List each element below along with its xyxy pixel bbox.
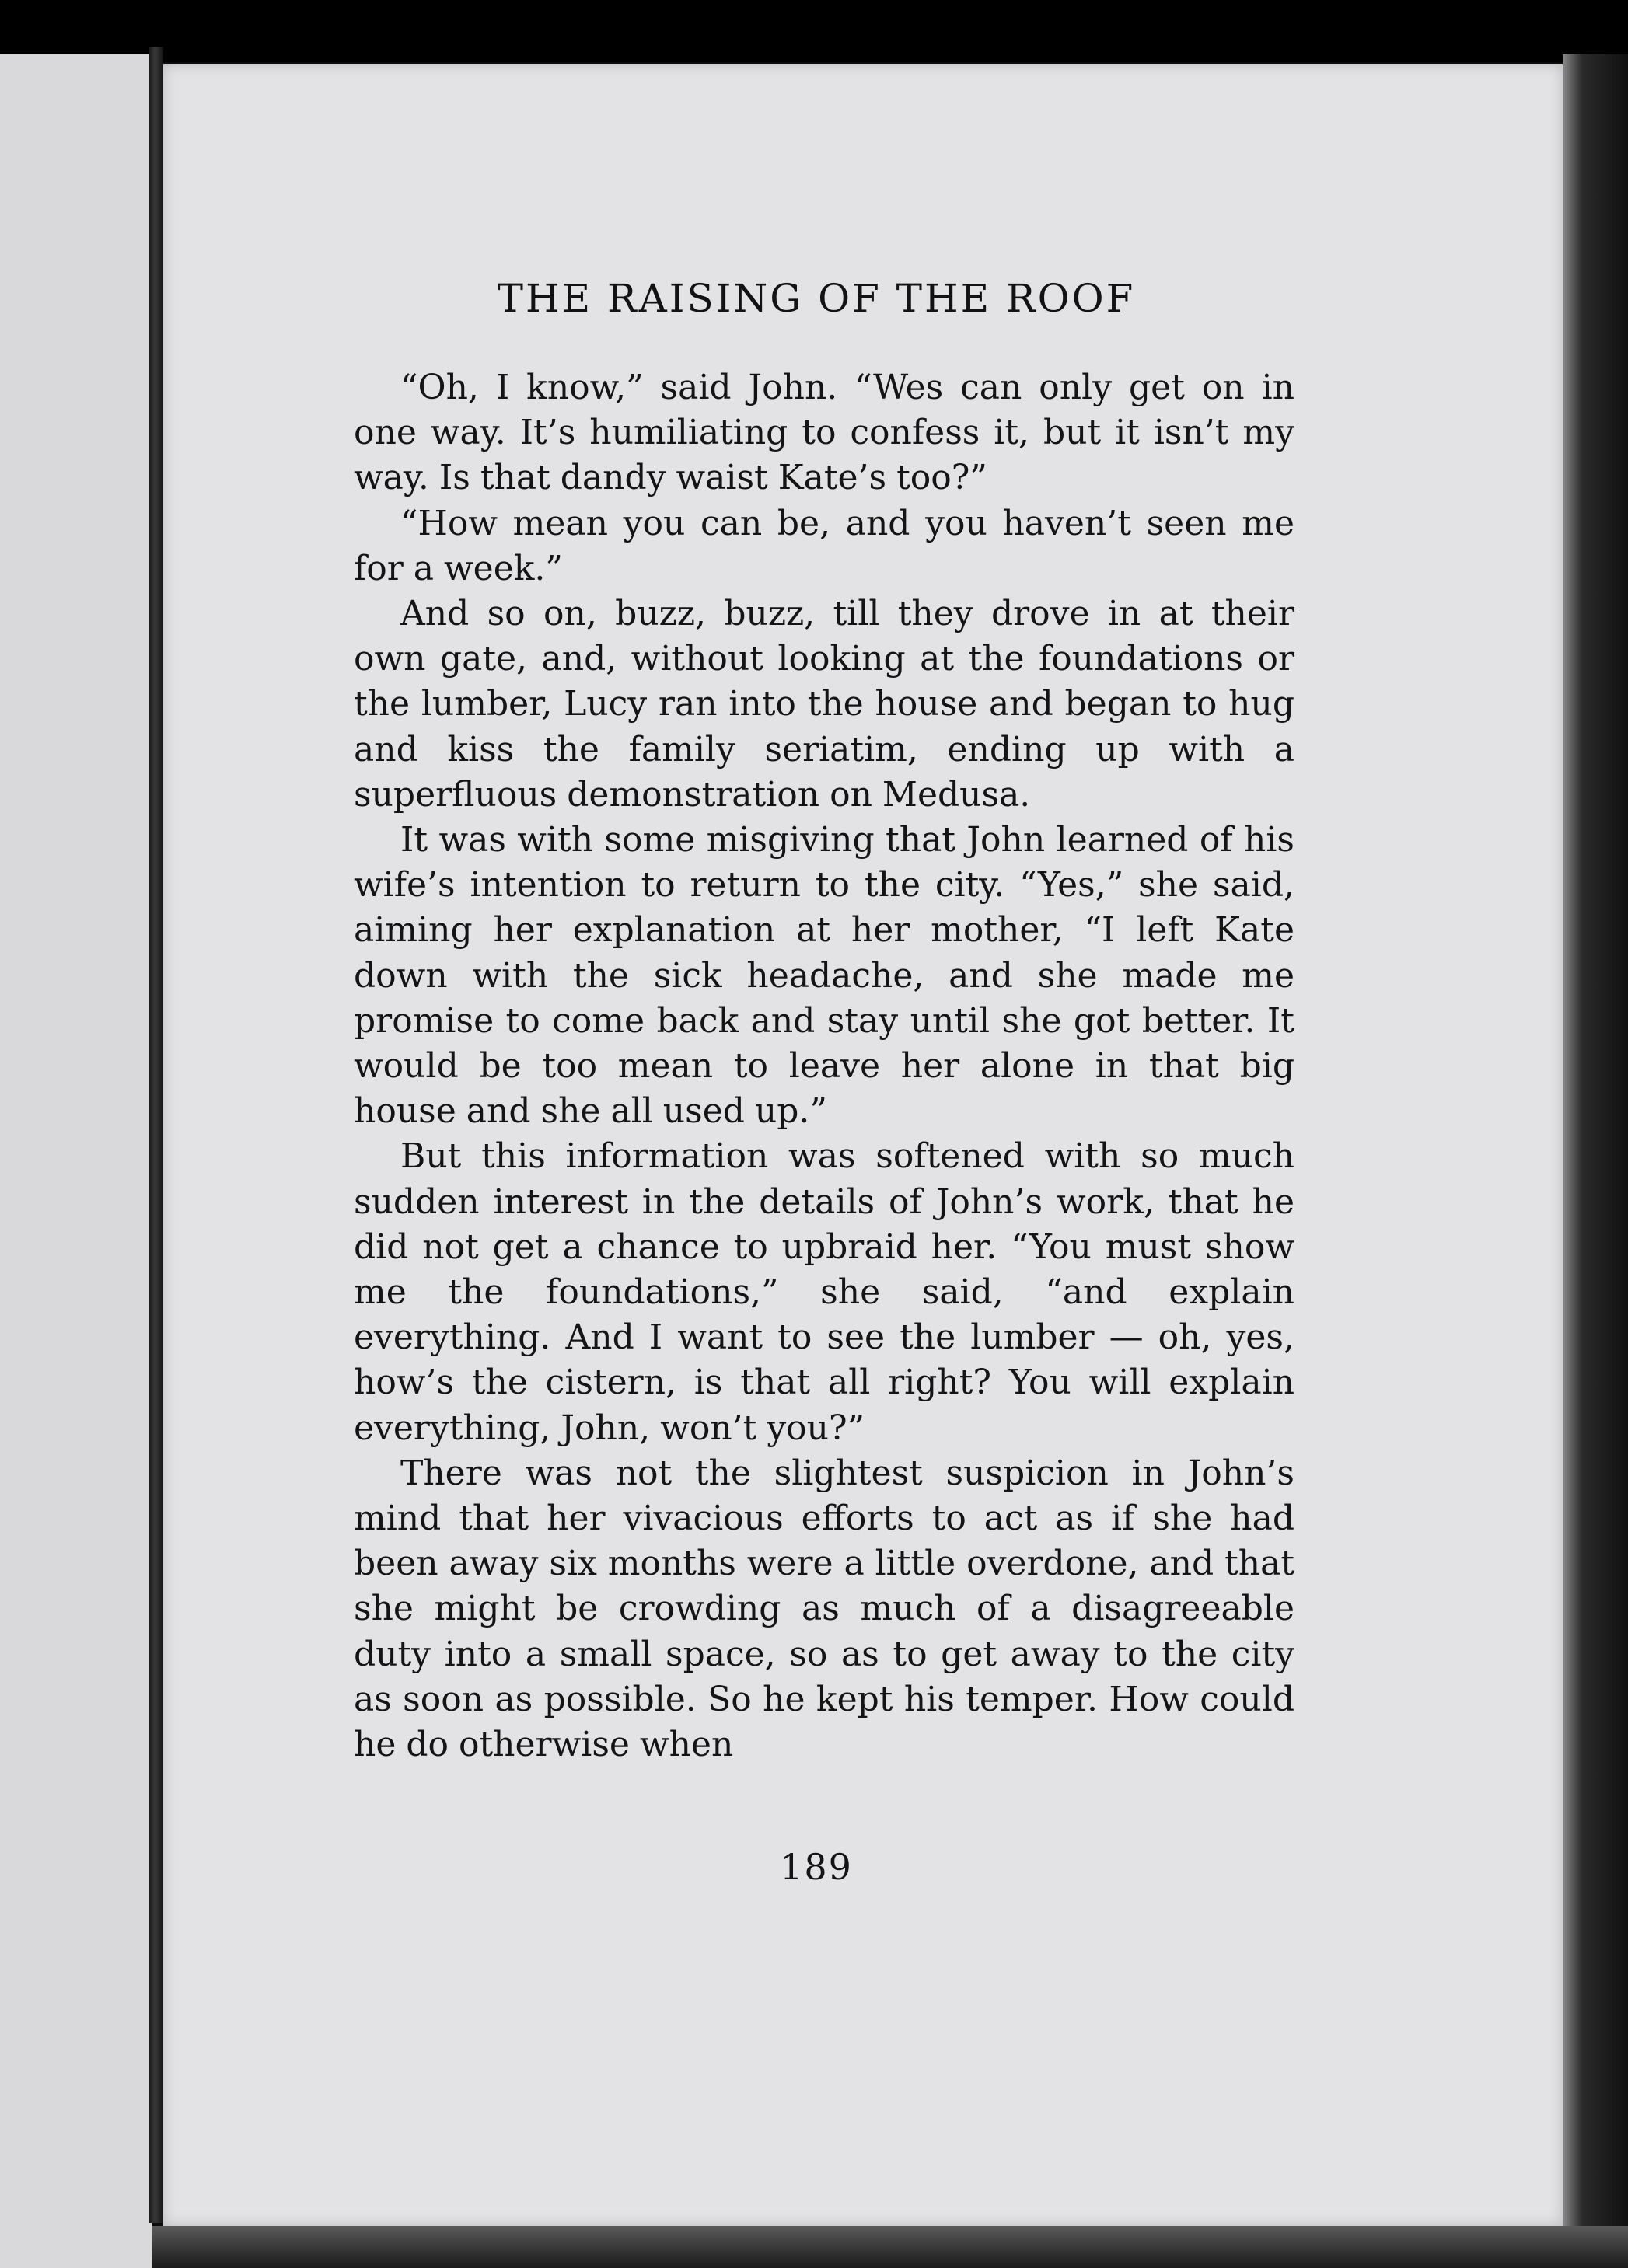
- paragraph: There was not the slightest suspicion in John’s mind that her vivacious efforts to act as if she had been away six months were a little overdone, and that she might be crowding as much of a disagreeable duty into a small space, so as to get away to the city as soon as possible. So he kept his temper. How could he do otherwise when: [354, 1453, 1294, 1765]
- running-head: THE RAISING OF THE ROOF: [497, 276, 1136, 321]
- book-gutter: [149, 47, 163, 2223]
- paragraph: And so on, buzz, buzz, till they drove in at their own gate, and, without looking at the foundations or the lumber, Lucy ran into the house and began to hug and kiss the family seriatim, ending up with a superfluous demonstration on Medusa.: [354, 594, 1294, 815]
- page-right-shadow: [1563, 54, 1628, 2268]
- paragraph: But this information was softened with so much sudden interest in the details of John’s work, that he did not get a chance to upbraid her. “You must show me the foundations,” she said, “and explain everything. And I want to see the lumber — oh, yes, how’s the cistern, is that all right? You will explain everything, John, won’t you?”: [354, 1136, 1294, 1448]
- facing-page-edge: [0, 54, 152, 2268]
- body-text: [354, 365, 1294, 1767]
- page-number: 189: [780, 1846, 853, 1888]
- paragraph: It was with some misgiving that John learned of his wife’s intention to return to the city. “Yes,” she said, aiming her explanation at her mother, “I left Kate down with the sick headache, and she made me promise to come back and stay until she got better. It would be too mean to leave her alone in that big house and she all used up.”: [354, 820, 1294, 1132]
- paragraph: “Oh, I know,” said John. “Wes can only get on in one way. It’s humiliating to confess it, but it isn’t my way. Is that dandy waist Kate’s too?”: [354, 368, 1294, 498]
- paragraph: “How mean you can be, and you haven’t seen me for a week.”: [354, 503, 1294, 588]
- scan-bottom-border: [152, 2226, 1628, 2268]
- scan-top-border: [0, 0, 1628, 62]
